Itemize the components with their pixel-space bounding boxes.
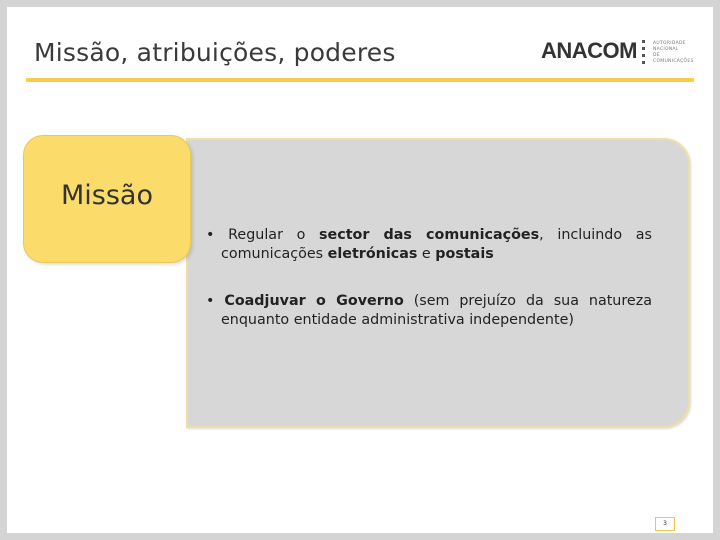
logo-subtitle: AUTORIDADE NACIONAL DE COMUNICAÇÕES <box>653 41 694 64</box>
section-label-box <box>23 135 191 263</box>
bullet-run: postais <box>435 246 494 262</box>
bullet-text <box>221 227 652 262</box>
bullet-list <box>206 226 652 330</box>
page-number: 3 <box>655 517 675 531</box>
logo-dots-icon <box>642 40 646 68</box>
bullet-run: , incluindo as comunicações <box>221 227 653 262</box>
slide-title: Missão, atribuições, poderes <box>34 38 396 67</box>
bullet-text <box>221 293 652 328</box>
bullet-run: Coadjuvar o Governo <box>224 293 404 309</box>
anacom-logo <box>541 36 694 70</box>
bullet-run: sector das comunicações <box>319 227 540 243</box>
bullet-item: • Regular o sector das comunicações, incluindo as comunicações eletrónicas e postais <box>206 227 653 262</box>
section-label: Missão <box>61 180 153 211</box>
logo-wordmark: ANACOM <box>541 38 637 63</box>
bullet-run: e <box>417 246 436 262</box>
bullet-run: eletrónicas <box>327 246 418 262</box>
bullet-run: (sem prejuízo da sua natureza enquanto entidade administrativa independente) <box>221 293 652 328</box>
bullet-run: Regular o <box>228 227 320 243</box>
title-divider <box>26 78 694 82</box>
bullet-item: • Coadjuvar o Governo (sem prejuízo da sua natureza enquanto entidade administrativa independente) <box>206 293 652 328</box>
